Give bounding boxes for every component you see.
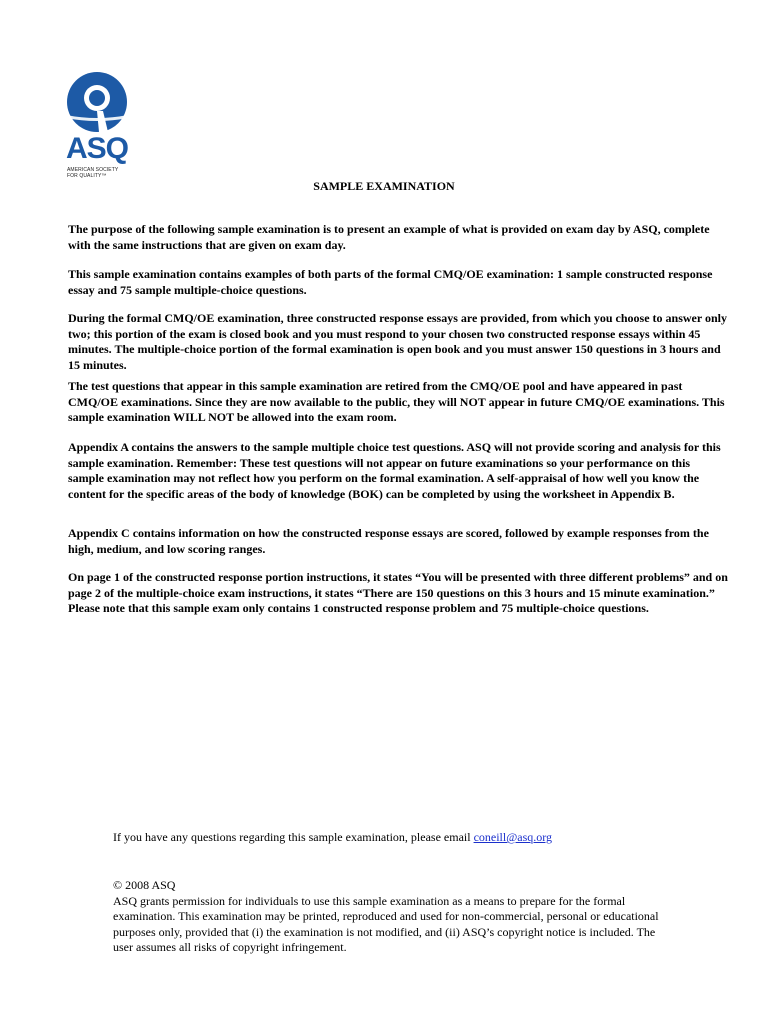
contact-line (113, 829, 552, 845)
paragraph-instructions-note: On page 1 of the constructed response portion instructions, it states “You will be presented with three different problems” and on page 2 of the multiple-choice exam instructions, it states “There are 150 questions on this 3 hours and 15 minute examination.” Please note that this sample exam only contains 1 constructed response problem and 75 multiple-choice questions. (68, 570, 728, 615)
contact-email-link[interactable]: coneill@asq.org (473, 830, 553, 844)
asq-tagline: AMERICAN SOCIETY FOR QUALITY™ (67, 167, 119, 179)
copyright-body: ASQ grants permission for individuals to use this sample examination as a means to prepare for the formal examination. This examination may be printed, reproduced and used for non-commercial, personal or educational purposes only, provided that (i) the examination is not modified, and (ii) ASQ’s copyright notice is included. The user assumes all risks of copyright infringement. (113, 893, 659, 954)
page-title: SAMPLE EXAMINATION (313, 179, 455, 193)
contact-text: If you have any questions regarding this sample examination, please email (113, 830, 474, 844)
copyright-notice (113, 878, 673, 956)
paragraph-contents: This sample examination contains examples of both parts of the formal CMQ/OE examination: 1 sample constructed response essay and 75 sample multiple-choice questions. (68, 267, 713, 297)
paragraph-purpose: The purpose of the following sample examination is to present an example of what is provided on exam day by ASQ, complete with the same instructions that are given on exam day. (68, 222, 710, 252)
paragraph-appendix-c: Appendix C contains information on how the constructed response essays are scored, followed by example responses from the high, medium, and low scoring ranges. (68, 526, 709, 556)
copyright-line: © 2008 ASQ (113, 878, 176, 892)
paragraph-retired-questions: The test questions that appear in this sample examination are retired from the CMQ/OE pool and have appeared in past CMQ/OE examinations. Since they are now available to the public, they will NOT appear in future CMQ/OE examinations. This sample examination WILL NOT be allowed into the exam room. (68, 379, 725, 424)
paragraph-appendix-a: Appendix A contains the answers to the sample multiple choice test questions. ASQ will not provide scoring and analysis for this sample examination. Remember: These test questions will not appear on future examinations so your performance on this sample examination may not reflect how you perform on the formal examination. A self-appraisal of how well you know the content for the specific areas of the body of knowledge (BOK) can be completed by using the worksheet in Appendix B. (68, 440, 721, 501)
paragraph-formal-exam: During the formal CMQ/OE examination, three constructed response essays are provided, from which you choose to answer only two; this portion of the exam is closed book and you must respond to your chosen two constructed response essays within 45 minutes. The multiple-choice portion of the formal examination is open book and you must answer 150 questions in 3 hours and 15 minutes. (68, 311, 727, 372)
asq-wordmark: ASQ (66, 132, 129, 165)
asq-q-mark-icon (66, 71, 128, 133)
